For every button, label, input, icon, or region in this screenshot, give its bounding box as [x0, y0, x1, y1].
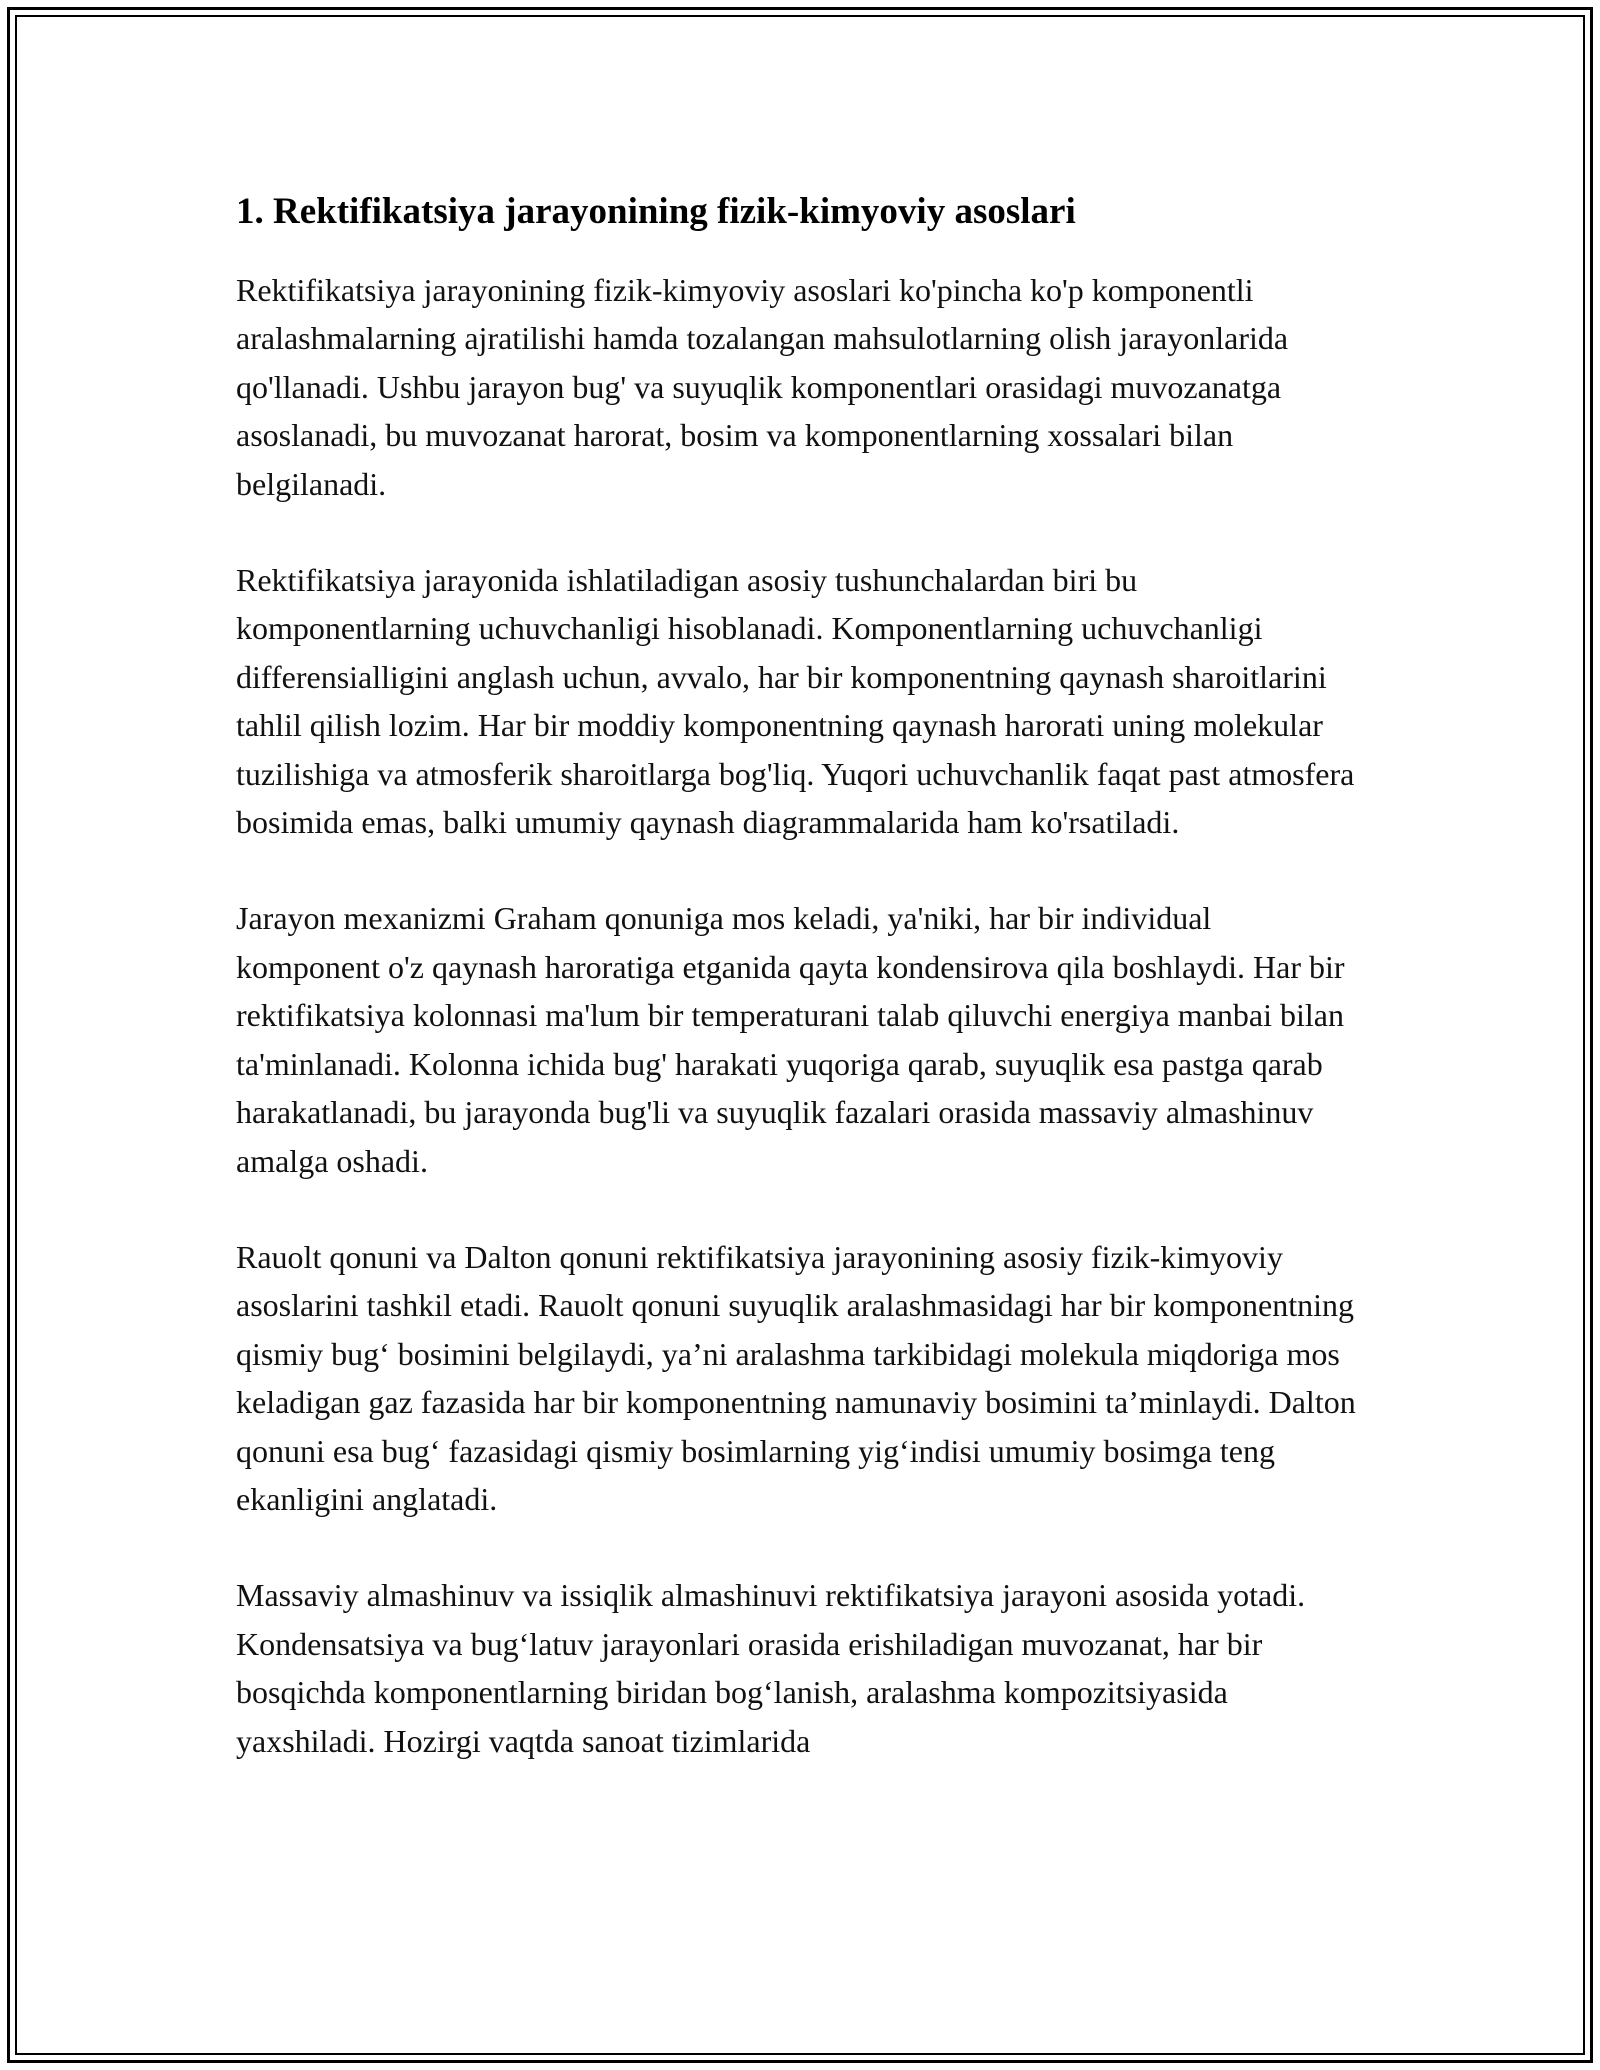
section-heading: 1. Rektifikatsiya jarayonining fizik-kimyoviy asoslari [236, 191, 1076, 232]
paragraph-2: Rektifikatsiya jarayonida ishlatiladigan asosiy tushunchalardan biri bu komponentlarning uchuvchanligi hisoblanadi. Komponentlarning uchuvchanligi differensialligini anglash uchun, avvalo, har bir komponentning qaynash sharoitlarini tahlil qilish lozim. Har bir moddiy komponentning qaynash harorati uning molekular tuzilishiga va atmosferik sharoitlarga bog'liq. Yuqori uchuvchanlik faqat past atmosfera bosimida emas, balki umumiy qaynash diagrammalarida ham ko'rsatiladi. [236, 562, 1355, 841]
document-body [236, 188, 1361, 1813]
paragraph-3: Jarayon mexanizmi Graham qonuniga mos keladi, ya'niki, har bir individual komponent o'z qaynash haroratiga etganida qayta kondensirova qila boshlaydi. Har bir rektifikatsiya kolonnasi ma'lum bir temperaturani talab qiluvchi energiya manbai bilan ta'minlanadi. Kolonna ichida bug' harakati yuqoriga qarab, suyuqlik esa pastga qarab harakatlanadi, bu jarayonda bug'li va suyuqlik fazalari orasida massaviy almashinuv amalga oshadi. [236, 900, 1345, 1179]
paragraph-5: Massaviy almashinuv va issiqlik almashinuvi rektifikatsiya jarayoni asosida yotadi. Kondensatsiya va bug‘latuv jarayonlari orasida erishiladigan muvozanat, har bir bosqichda komponentlarning biridan bog‘lanish, aralashma kompozitsiyasida yaxshiladi. Hozirgi vaqtda sanoat tizimlarida [236, 1577, 1306, 1759]
paragraph-1: Rektifikatsiya jarayonining fizik-kimyoviy asoslari ko'pincha ko'p komponentli aralashmalarning ajratilishi hamda tozalangan mahsulotlarning olish jarayonlarida qo'llanadi. Ushbu jarayon bug' va suyuqlik komponentlari orasidagi muvozanatga asoslanadi, bu muvozanat harorat, bosim va komponentlarning xossalari bilan belgilanadi. [236, 272, 1289, 502]
paragraph-4: Rauolt qonuni va Dalton qonuni rektifikatsiya jarayonining asosiy fizik-kimyoviy asoslarini tashkil etadi. Rauolt qonuni suyuqlik aralashmasidagi har bir komponentning qismiy bug‘ bosimini belgilaydi, ya’ni aralashma tarkibidagi molekula miqdoriga mos keladigan gaz fazasida har bir komponentning namunaviy bosimini ta’minlaydi. Dalton qonuni esa bug‘ fazasidagi qismiy bosimlarning yig‘indisi umumiy bosimga teng ekanligini anglatadi. [236, 1238, 1356, 1517]
